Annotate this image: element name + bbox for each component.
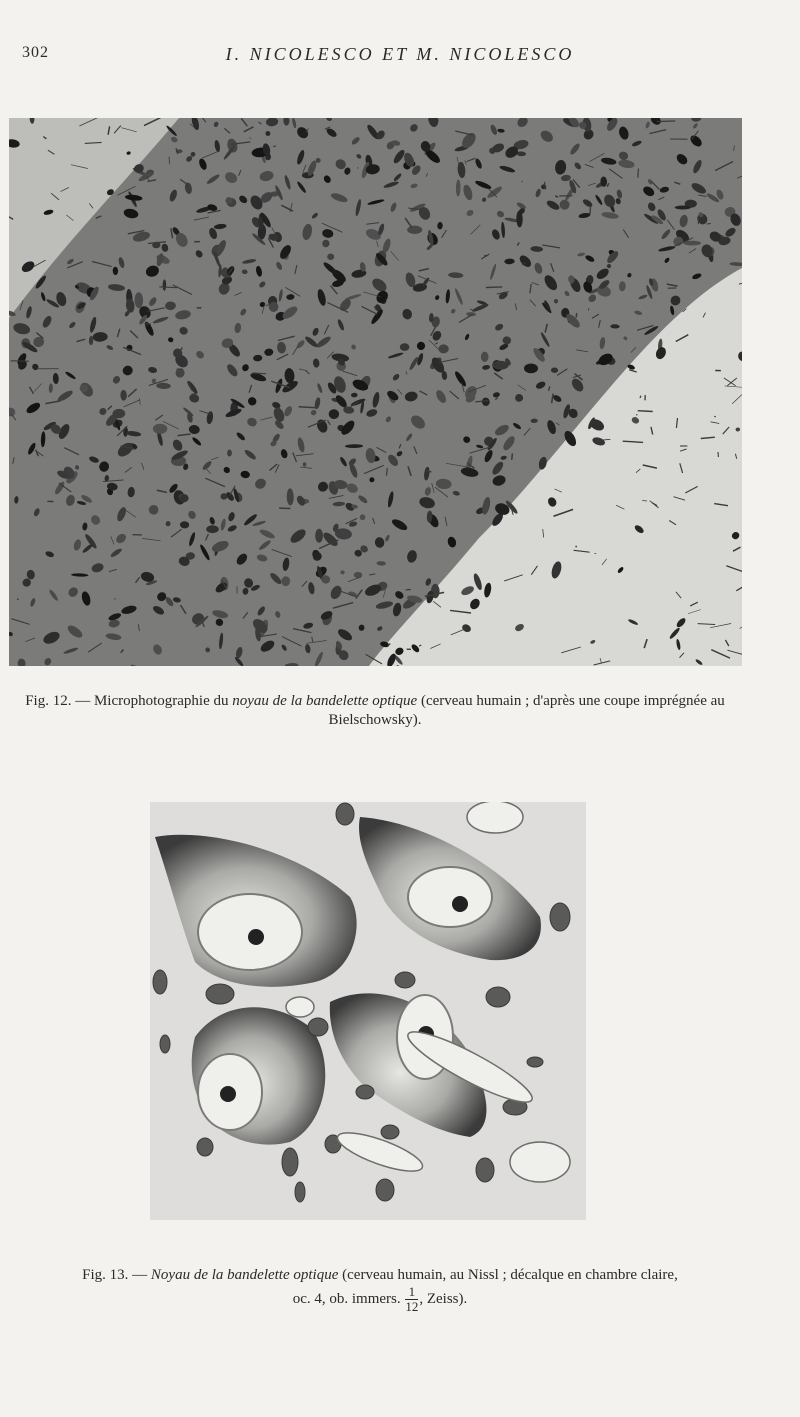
caption-label: Fig. 12. —: [25, 693, 91, 709]
caption-text: Microphotographie du: [93, 693, 229, 709]
fraction-denominator: 12: [405, 1299, 419, 1314]
caption-label: Fig. 13. —: [82, 1267, 148, 1283]
running-head: I. NICOLESCO ET M. NICOLESCO: [225, 44, 575, 64]
caption-line-2: [30, 1285, 730, 1314]
magnification-fraction: [405, 1285, 418, 1314]
figure-12-micrograph: [9, 118, 742, 666]
caption-line-1: [30, 1266, 730, 1285]
caption-objective-text: oc. 4, ob. immers.: [292, 1290, 401, 1307]
micrograph-optic-tract-nucleus-icon: [9, 118, 742, 666]
figure-13-drawing: [150, 802, 586, 1220]
caption-text: (cerveau humain, au Nissl ; décalque en chambre claire,: [342, 1267, 678, 1283]
page-number: 302: [22, 44, 49, 61]
caption-italic-title: Noyau de la bandelette optique: [150, 1267, 339, 1283]
caption-italic-title: noyau de la bandelette optique: [232, 693, 418, 709]
caption-text-continued: (cerveau humain ; d'après une coupe imprégnée au Bielschowsky).: [328, 693, 725, 728]
caption-text-end: , Zeiss).: [419, 1290, 468, 1307]
fraction-numerator: 1: [405, 1285, 418, 1300]
nissl-neurons-drawing-icon: [150, 802, 586, 1220]
figure-13-caption: [30, 1266, 730, 1314]
figure-12-caption: [10, 692, 740, 730]
